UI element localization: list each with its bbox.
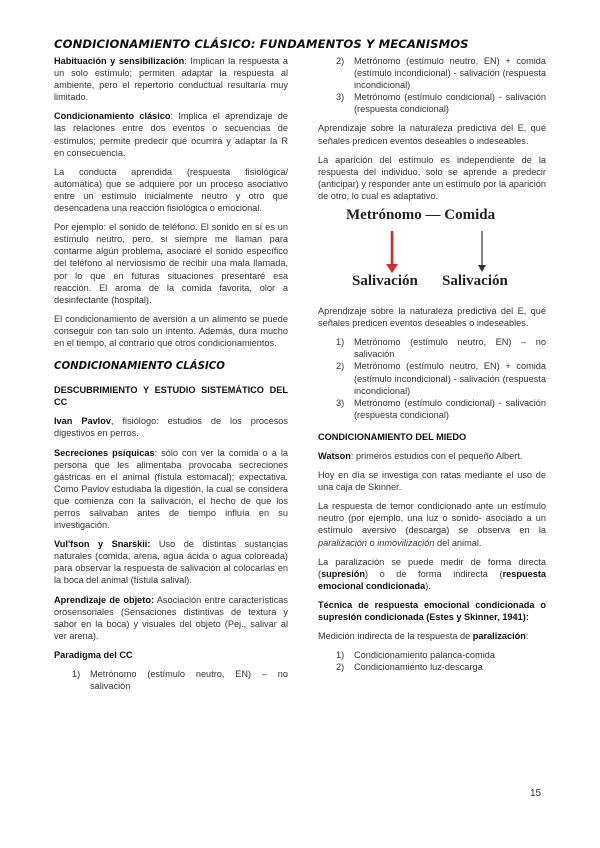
paragraph-example: Por ejemplo: el sonido de teléfono. El sonido en sí es un estímulo neutro, pero, si siempre me llaman para contarme algún problema, asociaré el sonido específico del teléfono al nerviosismo de recibir una mala llamada, por lo que en futuras situaciones presentaré esa reacción. El aroma de la comida favorita, olor a desinfectante (hospital). (54, 222, 288, 305)
list-item: 3) Metrónomo (estímulo condicional) - salivación (respuesta condicional) (336, 397, 546, 420)
left-column (54, 55, 288, 699)
paragraph-predictive: Aprendizaje sobre la naturaleza predictiva del E, qué señales predicen eventos deseables o indeseables. (318, 123, 546, 146)
right-column (318, 55, 546, 680)
paragraph-skinner-box: Hoy en día se investiga con ratas mediante el uso de una caja de Skinner. (318, 470, 546, 493)
list-item: 1) Metrónomo (estímulo neutro, EN) – no salivación (336, 337, 546, 360)
paradigm-heading: Paradigma del CC (54, 649, 133, 660)
list-item: 2) Metrónomo (estímulo neutro, EN) + comida (estímulo incondicional) - salivación (respuesta incondicional) (336, 361, 546, 396)
paragraph-vulfson: Vul'fson y Snarskii: Uso de distintas sustancias naturales (comida, arena, agua ácida o agua coloreada) para observar la respuesta de salivación al colocarlas en la boca del animal (fístula salival). (54, 539, 288, 586)
paradigm-list-continued (318, 55, 546, 115)
paradigm-list-repeat (318, 336, 546, 421)
paragraph-independence: La aparición del estímulo es independiente de la respuesta del individuo, solo se aprende a predecir (anticipar) y responder ante un estímulo por la aparición de otro, lo cual es adaptativo. (318, 154, 546, 201)
list-item: 1) Condicionamiento palanca-comida (336, 650, 495, 661)
list-item: 1) Metrónomo (estímulo neutro, EN) – no salivación (72, 669, 288, 692)
paragraph-indirect-measure: Medición indirecta de la respuesta de paralización: (318, 631, 529, 642)
term: Habituación y sensibilización (54, 56, 185, 66)
diagram-top-label: Metrónomo — Comida (346, 207, 496, 224)
paradigm-list (54, 668, 288, 692)
diagram-bottom-right: Salivación (442, 273, 508, 290)
arrow-left-head (386, 264, 398, 273)
paragraph-aversion: El condicionamiento de aversión a un alimento se puede conseguir con tan solo un intento. Además, dura mucho en el tiempo, al contrario que otros condicionamientos. (54, 313, 288, 348)
arrow-right-head (478, 265, 486, 272)
paragraph-habituation: Habituación y sensibilización: Implican la respuesta a un solo estímulo; permiten adaptar la respuesta al ambiente, pero el repertorio conductual resultaría muy limitado. (54, 56, 288, 103)
paragraph-paralysis-measure: La paralización se puede medir de forma directa (supresión) o de forma indirecta (respuesta emocional condicionada). (318, 556, 546, 591)
paragraph-classical-conditioning: Condicionamiento clásico: Implica el aprendizaje de las relaciones entre dos eventos o secuencias de estímulos; permite predecir qué ocurrirá y adaptar la R en consecuencia. (54, 111, 288, 158)
page-number: 15 (530, 788, 542, 799)
section-heading: CONDICIONAMIENTO CLÁSICO (54, 361, 225, 373)
page-title: CONDICIONAMIENTO CLÁSICO: FUNDAMENTOS Y MECANISMOS (54, 37, 469, 51)
paragraph-predictive-repeat: Aprendizaje sobre la naturaleza predictiva del E, qué señales predicen eventos deseables o indeseables. (318, 306, 546, 329)
list-item: 3) Metrónomo (estímulo condicional) - salivación (respuesta condicional) (336, 92, 546, 115)
paragraph-watson: Watson: primeros estudios con el pequeño Albert. (318, 450, 523, 461)
technique-heading: Técnica de respuesta emocional condicionada o supresión condicionada (Estes y Skinner, 1941): (318, 599, 546, 622)
list-item: 2) Metrónomo (estímulo neutro, EN) + comida (estímulo incondicional) - salivación (respuesta incondicional) (336, 56, 546, 91)
paragraph-secretions: Secreciones psíquicas: sólo con ver la comida o a la persona que les alimentaba provocaba secreciones gástricas en el animal (fístula estomacal); expectativa. Como Pavlov estudiaba la digestión, la cual se considera que comienza con la salivación, el hecho de que los perros salivaban antes de tiempo influía en su investigación. (54, 447, 288, 531)
paragraph-pavlov: Ivan Pavlov, fisiólogo: estudios de los procesos digestivos en perros. (54, 416, 289, 439)
technique-list (318, 649, 546, 673)
term: Condicionamiento clásico (54, 111, 171, 122)
discovery-heading: DESCUBRIMIENTO Y ESTUDIO SISTEMÁTICO DEL CC (54, 385, 288, 408)
paragraph-fear-response: La respuesta de temor condicionado ante un estímulo neutro (por ejemplo, una luz o sonido- asociado a un estímulo aversivo (descarga) se observa en la paralización o inmovilización del animal. (318, 501, 546, 548)
list-item: 2) Condicionamiento luz-descarga (336, 662, 483, 673)
paragraph-object-learning: Aprendizaje de objeto: Asociación entre características orosensoriales (Sensaciones distintivas de textura y sabor en la boca) y visuales del objeto (Pej., salivar al ver arena). (54, 594, 288, 641)
conditioning-diagram (318, 209, 546, 297)
paragraph-learned-behavior: La conducta aprendida (respuesta fisiológica/ automática) que se adquiere por un proceso asociativo entre un estímulo inicialmente neutro y otro que desencadena una reacción fisiológica o emocional. (54, 166, 288, 214)
fear-heading: CONDICIONAMIENTO DEL MIEDO (318, 431, 467, 442)
diagram-bottom-left: Salivación (352, 273, 418, 290)
